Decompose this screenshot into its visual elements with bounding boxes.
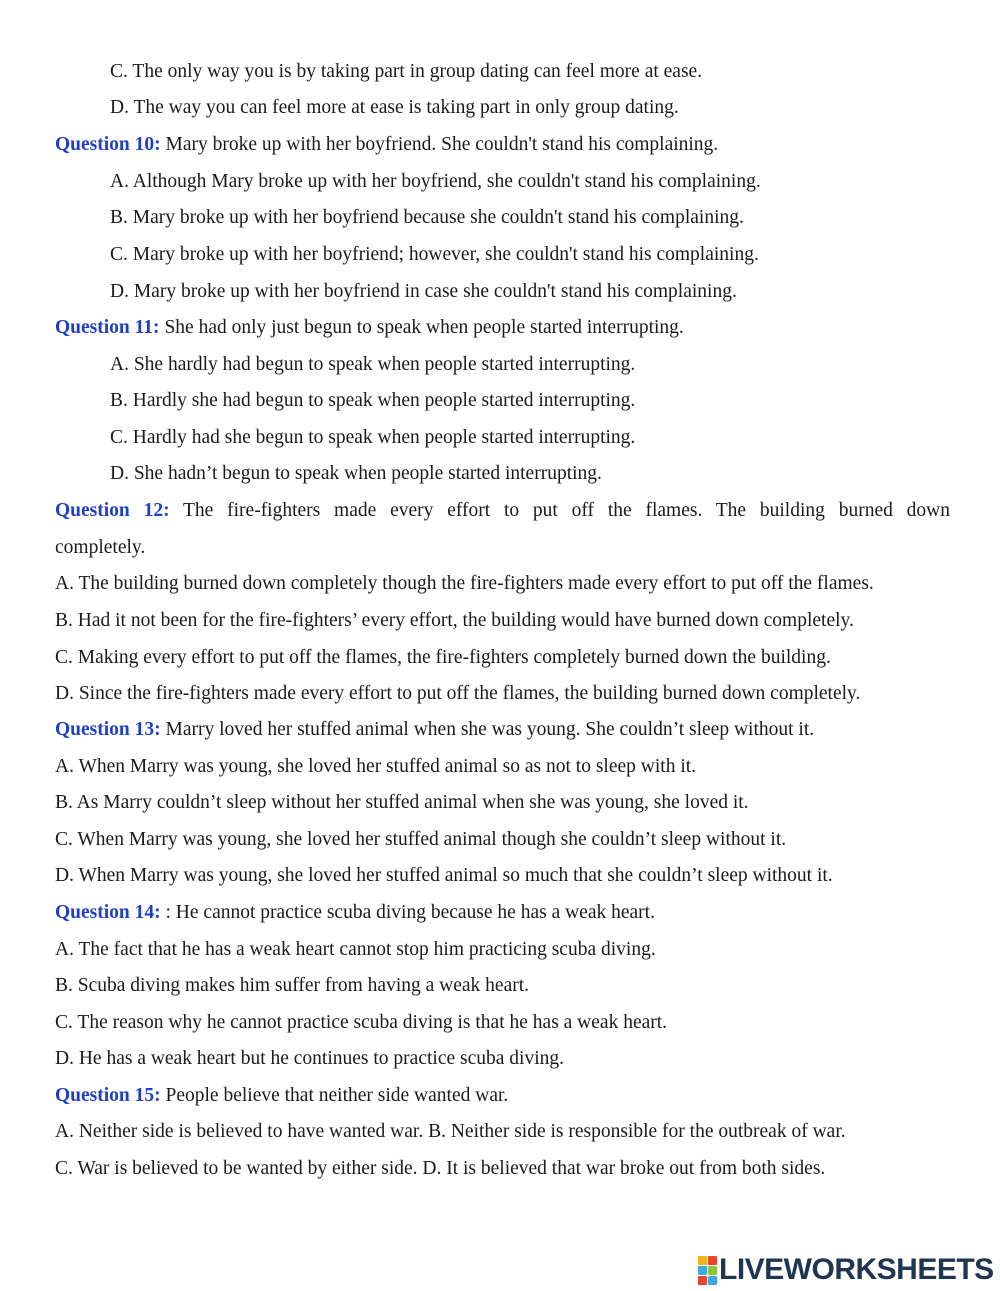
q10-option-b: B. Mary broke up with her boyfriend because she couldn't stand his complaining. <box>110 207 744 228</box>
logo-text: LIVEWORKSHEETS <box>719 1253 994 1286</box>
q11-option-a: A. She hardly had begun to speak when people started interrupting. <box>110 354 636 375</box>
q12-option-a: A. The building burned down completely though the fire-fighters made every effort to put off the flames. <box>55 573 874 594</box>
q14-option-c: C. The reason why he cannot practice scuba diving is that he has a weak heart. <box>55 1012 668 1033</box>
q12-option-b: B. Had it not been for the fire-fighters’ every effort, the building would have burned down completely. <box>55 610 854 631</box>
q12-option-d: D. Since the fire-fighters made every effort to put off the flames, the building burned down completely. <box>55 683 861 704</box>
q11-option-b: B. Hardly she had begun to speak when people started interrupting. <box>110 390 636 411</box>
question-10-stem: Question 10: Mary broke up with her boyfriend. She couldn't stand his complaining. <box>55 134 719 155</box>
q11-option-c: C. Hardly had she begun to speak when people started interrupting. <box>110 427 636 448</box>
q14-option-d: D. He has a weak heart but he continues to practice scuba diving. <box>55 1048 564 1069</box>
q10-option-c: C. Mary broke up with her boyfriend; however, she couldn't stand his complaining. <box>110 244 759 265</box>
q15-options-c-d: C. War is believed to be wanted by either side. D. It is believed that war broke out from both sides. <box>55 1158 826 1179</box>
question-label: Question 11: <box>55 317 160 338</box>
logo-square-icon <box>708 1276 717 1285</box>
q14-option-b: B. Scuba diving makes him suffer from having a weak heart. <box>55 975 530 996</box>
question-15-stem: Question 15: People believe that neither side wanted war. <box>55 1085 509 1106</box>
q14-option-a: A. The fact that he has a weak heart cannot stop him practicing scuba diving. <box>55 939 656 960</box>
question-11-stem: Question 11: She had only just begun to speak when people started interrupting. <box>55 317 684 338</box>
q10-option-d: D. Mary broke up with her boyfriend in case she couldn't stand his complaining. <box>110 281 737 302</box>
q10-option-a: A. Although Mary broke up with her boyfriend, she couldn't stand his complaining. <box>110 171 761 192</box>
question-12-stem-continued: completely. <box>55 537 146 558</box>
question-label: Question 10: <box>55 134 161 155</box>
question-label: Question 15: <box>55 1085 161 1106</box>
logo-square-icon <box>708 1266 717 1275</box>
question-13-stem: Question 13: Marry loved her stuffed animal when she was young. She couldn’t sleep without it. <box>55 719 815 740</box>
q11-option-d: D. She hadn’t begun to speak when people started interrupting. <box>110 463 602 484</box>
question-label: Question 13: <box>55 719 161 740</box>
logo-square-icon <box>708 1256 717 1265</box>
q9-option-c: C. The only way you is by taking part in group dating can feel more at ease. <box>110 61 703 82</box>
liveworksheets-logo <box>698 1254 994 1286</box>
question-label: Question 12: <box>55 500 170 521</box>
question-12-stem: Question 12: The fire-fighters made every effort to put off the flames. The building burned down <box>55 500 950 521</box>
q15-options-a-b: A. Neither side is believed to have wanted war. B. Neither side is responsible for the outbreak of war. <box>55 1121 846 1142</box>
logo-square-icon <box>698 1256 707 1265</box>
q9-option-d: D. The way you can feel more at ease is taking part in only group dating. <box>110 97 679 118</box>
question-label: Question 14: <box>55 902 161 923</box>
q13-option-a: A. When Marry was young, she loved her stuffed animal so as not to sleep with it. <box>55 756 697 777</box>
liveworksheets-logo-icon <box>698 1256 717 1285</box>
logo-square-icon <box>698 1266 707 1275</box>
q13-option-d: D. When Marry was young, she loved her stuffed animal so much that she couldn’t sleep without it. <box>55 865 833 886</box>
question-14-stem: Question 14: : He cannot practice scuba diving because he has a weak heart. <box>55 902 655 923</box>
q13-option-b: B. As Marry couldn’t sleep without her stuffed animal when she was young, she loved it. <box>55 792 749 813</box>
q12-option-c: C. Making every effort to put off the flames, the fire-fighters completely burned down the building. <box>55 647 831 668</box>
logo-square-icon <box>698 1276 707 1285</box>
q13-option-c: C. When Marry was young, she loved her stuffed animal though she couldn’t sleep without it. <box>55 829 787 850</box>
